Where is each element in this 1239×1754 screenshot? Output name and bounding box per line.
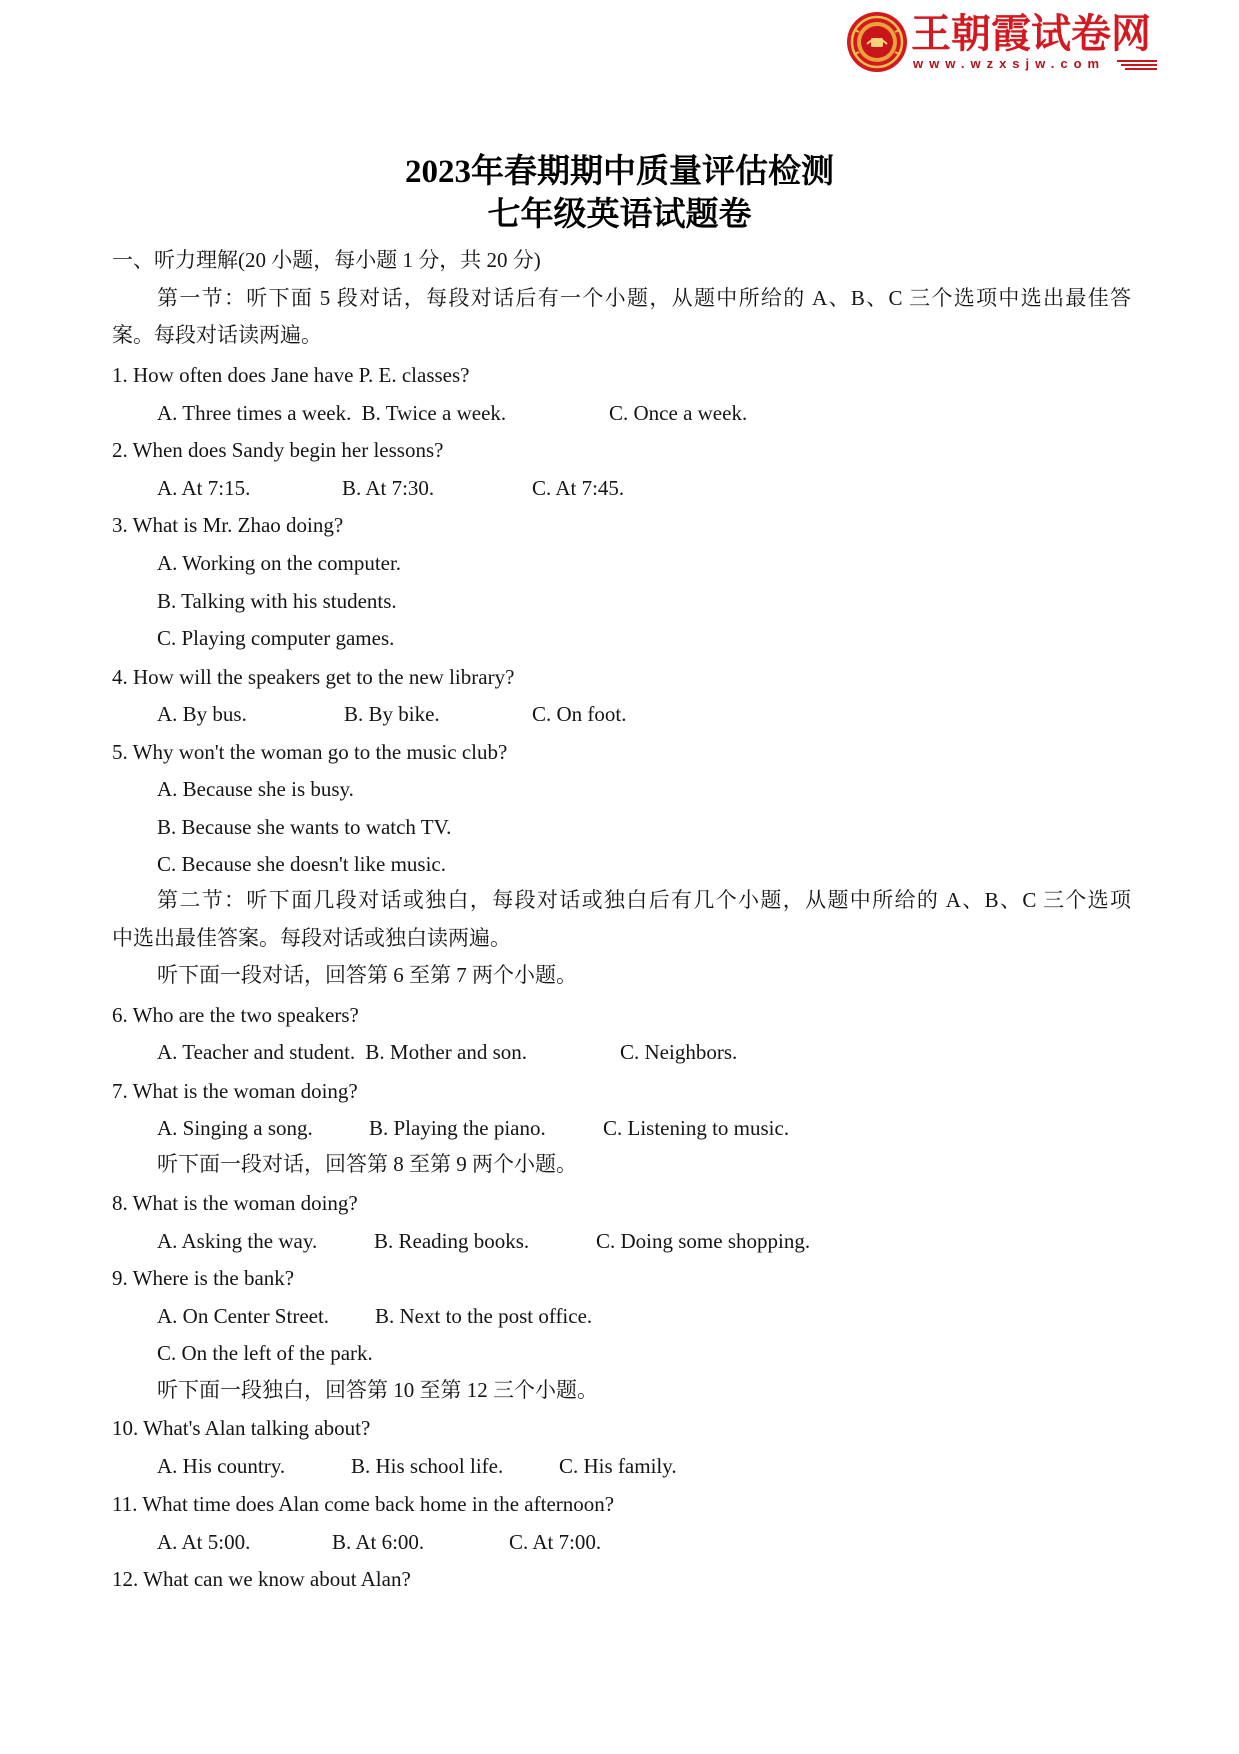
option-c[interactable]: C. Neighbors. <box>620 1040 738 1064</box>
option-b[interactable]: B. Twice a week. <box>361 401 507 425</box>
exam-subtitle: 七年级英语试题卷 <box>487 197 752 233</box>
site-logo[interactable] <box>845 8 1165 76</box>
question-stem: 11. What time does Alan come back home in the afternoon? <box>112 1492 615 1516</box>
option-c[interactable]: C. Because she doesn't like music. <box>157 852 446 876</box>
question-stem: 5. Why won't the woman go to the music club? <box>112 740 508 764</box>
brand-url[interactable]: www.wzxsjw.com <box>913 56 1106 71</box>
question-stem: 3. What is Mr. Zhao doing? <box>112 513 344 537</box>
option-c[interactable]: C. His family. <box>559 1454 677 1478</box>
option-c[interactable]: C. On the left of the park. <box>157 1341 373 1365</box>
option-b[interactable]: B. Reading books. <box>374 1229 530 1253</box>
option-b[interactable]: B. At 7:30. <box>342 476 435 500</box>
option-c[interactable]: C. At 7:45. <box>532 476 625 500</box>
option-a[interactable]: A. Three times a week. <box>157 401 352 425</box>
option-c[interactable]: C. Once a week. <box>609 401 748 425</box>
question-stem: 9. Where is the bank? <box>112 1266 295 1290</box>
option-c[interactable]: C. Doing some shopping. <box>596 1229 811 1253</box>
option-b[interactable]: B. Mother and son. <box>365 1040 527 1064</box>
listening-note: 听下面一段对话，回答第 8 至第 9 两个小题。 <box>157 1152 577 1176</box>
question-stem: 6. Who are the two speakers? <box>112 1003 359 1027</box>
option-b[interactable]: B. Talking with his students. <box>157 589 397 613</box>
listening-note: 听下面一段独白，回答第 10 至第 12 三个小题。 <box>157 1378 598 1402</box>
question-stem: 7. What is the woman doing? <box>112 1079 358 1103</box>
question-stem: 2. When does Sandy begin her lessons? <box>112 438 444 462</box>
question-stem: 10. What's Alan talking about? <box>112 1416 371 1440</box>
brand-name: 王朝霞试卷网 <box>911 11 1151 57</box>
question-stem: 12. What can we know about Alan? <box>112 1567 411 1591</box>
option-b[interactable]: B. Playing the piano. <box>369 1116 546 1140</box>
listening-note: 听下面一段对话，回答第 6 至第 7 两个小题。 <box>157 963 577 987</box>
option-c[interactable]: C. Listening to music. <box>603 1116 790 1140</box>
question-stem: 8. What is the woman doing? <box>112 1191 358 1215</box>
option-row <box>157 400 506 426</box>
option-b[interactable]: B. By bike. <box>344 702 440 726</box>
section2-instructions-cont: 中选出最佳答案。每段对话或独白读两遍。 <box>112 926 511 950</box>
option-c[interactable]: C. Playing computer games. <box>157 626 395 650</box>
option-a[interactable]: A. Asking the way. <box>157 1229 318 1253</box>
option-a[interactable]: A. His country. <box>157 1454 286 1478</box>
part-heading: 一、听力理解(20 小题，每小题 1 分，共 20 分) <box>112 248 541 272</box>
section2-instructions: 第二节：听下面几段对话或独白，每段对话或独白后有几个小题，从题中所给的 A、B、C 三个选项 <box>157 888 1131 912</box>
option-b[interactable]: B. Because she wants to watch TV. <box>157 815 452 839</box>
question-stem: 4. How will the speakers get to the new library? <box>112 665 515 689</box>
speed-lines-icon <box>1117 58 1157 72</box>
option-b[interactable]: B. His school life. <box>351 1454 504 1478</box>
option-a[interactable]: A. On Center Street. <box>157 1304 330 1328</box>
option-c[interactable]: C. At 7:00. <box>509 1530 602 1554</box>
option-b[interactable]: B. Next to the post office. <box>375 1304 593 1328</box>
option-b[interactable]: B. At 6:00. <box>332 1530 425 1554</box>
option-a[interactable]: A. At 5:00. <box>157 1530 251 1554</box>
option-a[interactable]: A. Working on the computer. <box>157 551 402 575</box>
seal-emblem-icon <box>845 10 909 74</box>
question-stem: 1. How often does Jane have P. E. classes? <box>112 363 470 387</box>
section1-instructions: 第一节：听下面 5 段对话，每段对话后有一个小题，从题中所给的 A、B、C 三个选项中选出最佳答 <box>157 286 1131 310</box>
option-a[interactable]: A. At 7:15. <box>157 476 251 500</box>
option-a[interactable]: A. Teacher and student. <box>157 1040 356 1064</box>
option-a[interactable]: A. By bus. <box>157 702 247 726</box>
option-row <box>157 1039 527 1065</box>
option-c[interactable]: C. On foot. <box>532 702 627 726</box>
section1-instructions-cont: 案。每段对话读两遍。 <box>112 323 322 347</box>
option-a[interactable]: A. Because she is busy. <box>157 777 354 801</box>
option-a[interactable]: A. Singing a song. <box>157 1116 313 1140</box>
exam-title: 2023年春期期中质量评估检测 <box>405 154 834 190</box>
